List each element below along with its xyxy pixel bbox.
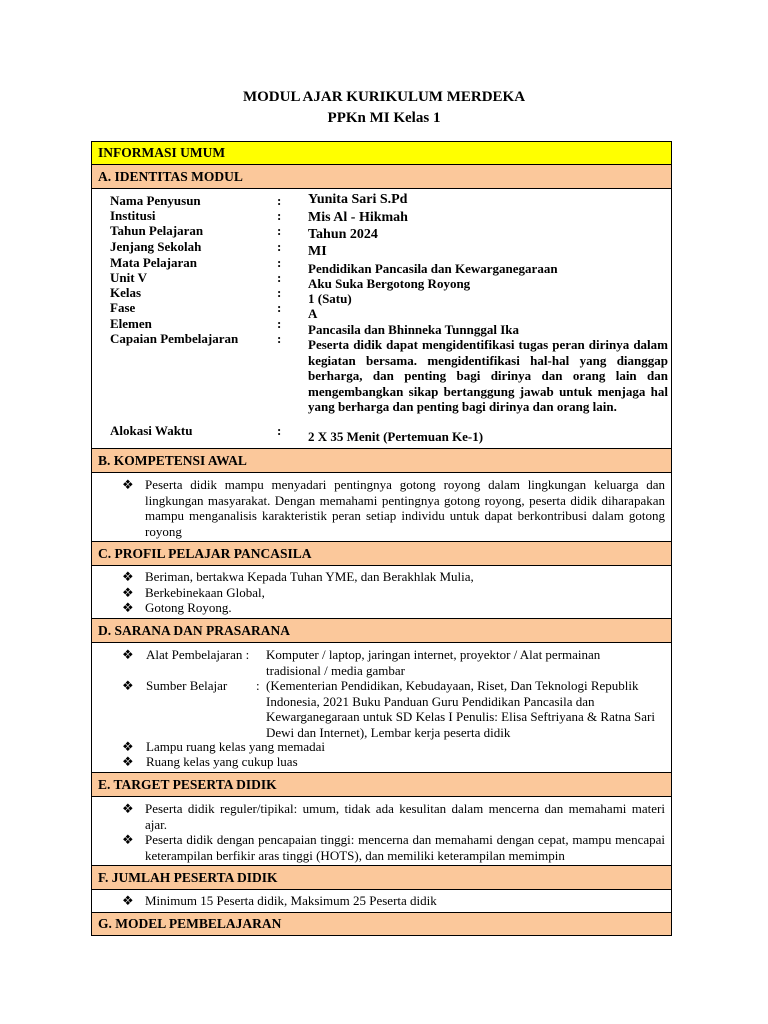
field-colon: :: [277, 270, 282, 285]
sumber-belajar-label: Sumber Belajar: [146, 678, 228, 693]
field-label: Unit V: [110, 270, 147, 285]
profil-pelajar-body: [92, 566, 671, 619]
bullet-icon: ❖: [122, 569, 134, 584]
field-colon: :: [277, 255, 282, 270]
bullet-icon: ❖: [122, 832, 134, 847]
jumlah-peserta-body: [92, 890, 671, 913]
section-header-sarana-prasarana: D. SARANA DAN PRASARANA: [92, 619, 671, 643]
field-value-alokasi-waktu: 2 X 35 Menit (Pertemuan Ke-1): [308, 429, 484, 444]
field-value-elemen: Pancasila dan Bhinneka Tunnggal Ika: [308, 322, 519, 337]
field-label: Jenjang Sekolah: [110, 239, 202, 254]
section-header-informasi-umum: INFORMASI UMUM: [92, 142, 671, 165]
alat-pembelajaran-label: Alat Pembelajaran :: [146, 647, 250, 662]
bullet-icon: ❖: [122, 801, 134, 816]
module-table: [91, 141, 672, 936]
document-subtitle: PPKn MI Kelas 1: [327, 110, 441, 126]
field-value-institusi: Mis Al - Hikmah: [308, 210, 408, 225]
field-value-tahun-pelajaran: Tahun 2024: [308, 227, 378, 242]
field-value-fase: A: [308, 306, 318, 321]
field-colon: :: [277, 316, 282, 331]
list-item: Gotong Royong.: [145, 600, 232, 615]
list-item: Minimum 15 Peserta didik, Maksimum 25 Peserta didik: [145, 893, 437, 908]
section-header-kompetensi-awal: B. KOMPETENSI AWAL: [92, 449, 671, 473]
field-colon: :: [277, 239, 282, 254]
section-header-identitas-modul: A. IDENTITAS MODUL: [92, 165, 671, 189]
field-label: Elemen: [110, 316, 152, 331]
field-label: Kelas: [110, 285, 142, 300]
field-label: Alokasi Waktu: [110, 423, 193, 438]
field-label: Tahun Pelajaran: [110, 223, 204, 238]
field-label: Institusi: [110, 208, 156, 223]
field-colon: :: [277, 193, 282, 208]
field-label: Mata Pelajaran: [110, 255, 198, 270]
alat-pembelajaran-value: Komputer / laptop, jaringan internet, proyektor / Alat permainan tradisional / media gambar: [266, 647, 601, 678]
field-label: Capaian Pembelajaran: [110, 331, 239, 346]
bullet-icon: ❖: [122, 678, 134, 693]
field-colon: :: [277, 223, 282, 238]
list-item: Beriman, bertakwa Kepada Tuhan YME, dan Berakhlak Mulia,: [145, 569, 474, 584]
bullet-icon: ❖: [122, 739, 134, 754]
field-value-unit: Aku Suka Bergotong Royong: [308, 276, 471, 291]
identitas-modul-body: [92, 189, 671, 449]
section-header-jumlah-peserta-didik: F. JUMLAH PESERTA DIDIK: [92, 866, 671, 890]
list-item: Peserta didik reguler/tipikal: umum, tidak ada kesulitan dalam mencerna dan memahami materi ajar.: [145, 801, 665, 832]
bullet-icon: ❖: [122, 477, 134, 492]
bullet-icon: ❖: [122, 600, 134, 615]
target-peserta-body: [92, 797, 671, 866]
sumber-belajar-colon: :: [256, 678, 260, 693]
field-value-mata-pelajaran: Pendidikan Pancasila dan Kewarganegaraan: [308, 261, 558, 276]
bullet-icon: ❖: [122, 754, 134, 769]
list-item: Peserta didik dengan pencapaian tinggi: mencerna dan memahami dengan cepat, mampu mencapai keterampilan berfikir aras tinggi (HOTS), dan memiliki keterampilan memimpin: [145, 832, 665, 863]
field-label: Nama Penyusun: [110, 193, 201, 208]
bullet-icon: ❖: [122, 893, 134, 908]
sumber-belajar-value: (Kementerian Pendidikan, Kebudayaan, Riset, Dan Teknologi Republik Indonesia, 2021 Buku Panduan Guru Pendidikan Pancasila dan Kewarganegaraan untuk SD Kelas I Penulis: Elisa Seftriyana & Ratna Sari Dewi dan Internet), Lembar kerja peserta didik: [266, 678, 655, 740]
section-header-profil-pelajar-pancasila: C. PROFIL PELAJAR PANCASILA: [92, 542, 671, 566]
field-value-jenjang-sekolah: MI: [308, 244, 327, 259]
field-colon: :: [277, 300, 282, 315]
field-value-capaian-pembelajaran: Peserta didik dapat mengidentifikasi tugas peran dirinya dalam kegiatan bersama. mengidentifikasi hal-hal yang dianggap berharga, dan penting bagi dirinya dan orang lain dan mengembangkan sikap bertanggung jawab untuk menjaga hal yang berharga dan penting bagi dirinya dan orang lain.: [308, 337, 668, 415]
sarana-prasarana-body: [92, 643, 671, 773]
kompetensi-awal-body: [92, 473, 671, 542]
field-colon: :: [277, 285, 282, 300]
list-item: Berkebinekaan Global,: [145, 585, 265, 600]
list-item: Ruang kelas yang cukup luas: [146, 754, 298, 769]
field-colon: :: [277, 331, 282, 346]
bullet-icon: ❖: [122, 647, 134, 662]
document-title: MODUL AJAR KURIKULUM MERDEKA: [242, 89, 526, 105]
field-value-nama-penyusun: Yunita Sari S.Pd: [308, 192, 408, 207]
section-header-model-pembelajaran: G. MODEL PEMBELAJARAN: [92, 913, 671, 935]
bullet-icon: ❖: [122, 585, 134, 600]
section-header-target-peserta-didik: E. TARGET PESERTA DIDIK: [92, 773, 671, 797]
field-value-kelas: 1 (Satu): [308, 291, 352, 306]
field-colon: :: [277, 423, 282, 438]
list-item: Peserta didik mampu menyadari pentingnya gotong royong dalam lingkungan keluarga dan lingkungan masyarakat. Dengan memahami pentingnya gotong royong, peserta didik diharapakan mampu menganalisis karakteristik peran setiap individu untuk dapat berkontribusi dalam gotong royong: [145, 477, 665, 539]
field-colon: :: [277, 208, 282, 223]
field-label: Fase: [110, 300, 136, 315]
list-item: Lampu ruang kelas yang memadai: [146, 739, 326, 754]
